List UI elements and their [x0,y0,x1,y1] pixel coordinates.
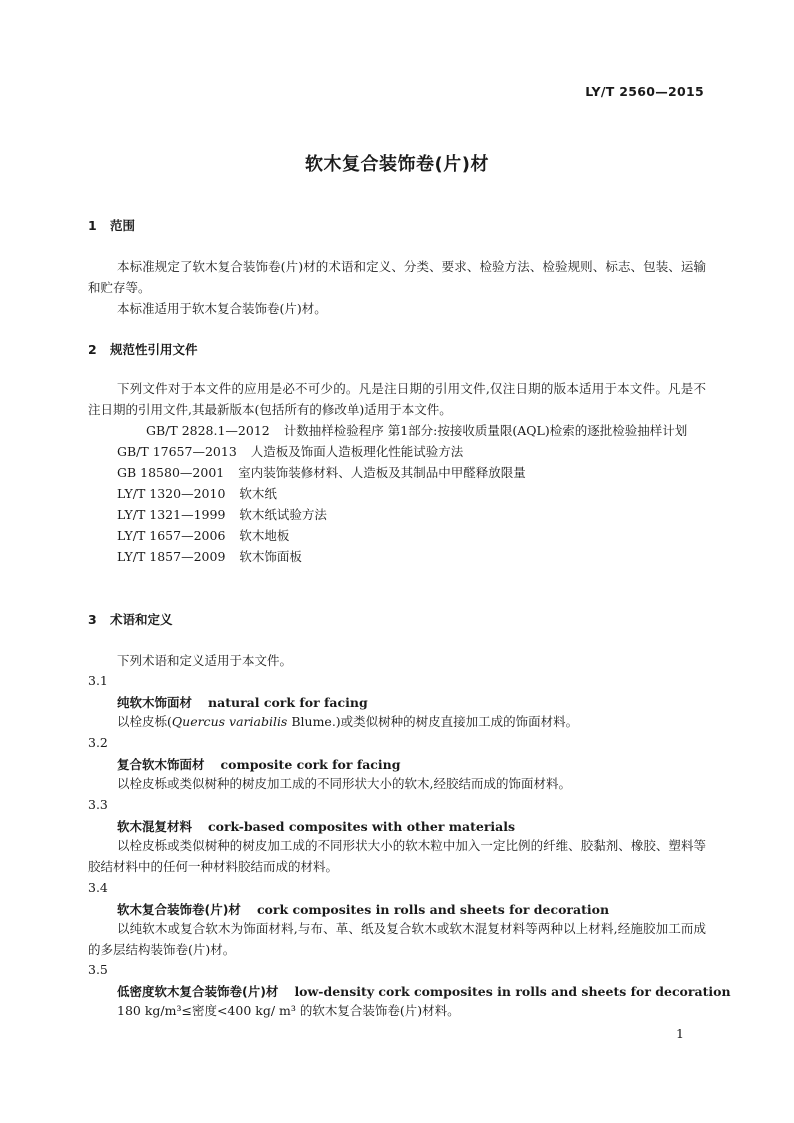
definition-text: 以栓皮栎或类似树种的树皮加工成的不同形状大小的软木,经胶结而成的饰面材料。 [117,776,571,791]
definition-text: 以纯软木或复合软木为饰面材料,与布、革、纸及复合软木或软木混复材料等两种以上材料,经施胶加工而成的多层结构装饰卷(片)材。 [88,921,706,957]
section-1-heading [88,216,135,234]
reference-code: GB/T 2828.1—2012 [146,423,270,438]
reference-title: 软木地板 [239,528,290,543]
reference-code: LY/T 1321—1999 [117,507,226,522]
reference-item [88,504,706,525]
term-number: 3.5 [88,962,108,977]
term-chinese: 软木混复材料 [117,819,193,834]
definition-text: 180 kg/m³≤密度<400 kg/ m³ 的软木复合装饰卷(片)材料。 [117,1003,460,1018]
section-number: 1 [88,218,97,233]
term-number: 3.4 [88,880,108,895]
standard-code: LY/T 2560—2015 [585,84,704,99]
section-3-intro [88,650,706,671]
section-1-body [88,256,706,319]
reference-code: LY/T 1320—2010 [117,486,226,501]
section-number: 3 [88,612,97,627]
definition-text: 以栓皮栎或类似树种的树皮加工成的不同形状大小的软木粒中加入一定比例的纤维、胶黏剂、橡胶、塑料等胶结材料中的任何一种材料胶结而成的材料。 [88,838,706,874]
reference-code: GB 18580—2001 [117,465,225,480]
term-chinese: 复合软木饰面材 [117,757,205,772]
reference-list [88,420,706,567]
reference-item [88,483,706,504]
term-english: cork-based composites with other materials [208,819,516,834]
paragraph: 下列术语和定义适用于本文件。 [117,653,293,668]
document-title: 软木复合装饰卷(片)材 [305,154,489,175]
term-definition [88,1000,706,1021]
term-chinese: 低密度软木复合装饰卷(片)材 [117,984,279,999]
paragraph: 本标准适用于软木复合装饰卷(片)材。 [117,301,327,316]
reference-item [88,462,706,483]
term-definition [88,711,706,732]
term-heading [117,982,731,1000]
term-heading [117,693,368,711]
reference-item [88,546,706,567]
reference-code: GB/T 17657—2013 [117,444,237,459]
section-3-heading [88,610,173,628]
section-title: 范围 [110,218,136,233]
term-number: 3.1 [88,673,108,688]
paragraph: 下列文件对于本文件的应用是必不可少的。凡是注日期的引用文件,仅注日期的版本适用于本文件。凡是不注日期的引用文件,其最新版本(包括所有的修改单)适用于本文件。 [88,381,706,417]
term-heading [117,755,401,773]
section-title: 术语和定义 [110,612,173,627]
reference-code: LY/T 1857—2009 [117,549,226,564]
reference-item [88,525,706,546]
term-english: natural cork for facing [208,695,368,710]
reference-item [88,441,706,462]
term-number: 3.2 [88,735,108,750]
reference-item [88,420,706,441]
term-number: 3.3 [88,797,108,812]
reference-title: 软木纸 [239,486,277,501]
term-english: cork composites in rolls and sheets for decoration [256,902,610,917]
definition-text: Blume.)或类似树种的树皮直接加工成的饰面材料。 [287,714,579,729]
definition-text: 以栓皮栎( [117,714,172,729]
reference-title: 计数抽样检验程序 第1部分:按接收质量限(AQL)检索的逐批检验抽样计划 [283,423,688,438]
species-name: Quercus variabilis [171,714,288,729]
term-chinese: 纯软木饰面材 [117,695,193,710]
reference-title: 软木纸试验方法 [239,507,327,522]
term-chinese: 软木复合装饰卷(片)材 [117,902,241,917]
section-title: 规范性引用文件 [110,342,198,357]
section-2-body [88,378,706,420]
reference-title: 室内装饰装修材料、人造板及其制品中甲醛释放限量 [238,465,526,480]
term-heading [117,817,515,835]
term-definition [88,918,706,960]
term-definition [88,773,706,794]
page-number: 1 [676,1026,684,1041]
term-definition [88,835,706,877]
reference-code: LY/T 1657—2006 [117,528,226,543]
reference-title: 人造板及饰面人造板理化性能试验方法 [250,444,464,459]
paragraph: 本标准规定了软木复合装饰卷(片)材的术语和定义、分类、要求、检验方法、检验规则、标志、包装、运输和贮存等。 [88,259,706,295]
section-number: 2 [88,342,97,357]
term-heading [117,900,609,918]
section-2-heading [88,340,198,358]
reference-title: 软木饰面板 [239,549,302,564]
term-english: low-density cork composites in rolls and sheets for decoration [294,984,731,999]
term-english: composite cork for facing [220,757,401,772]
